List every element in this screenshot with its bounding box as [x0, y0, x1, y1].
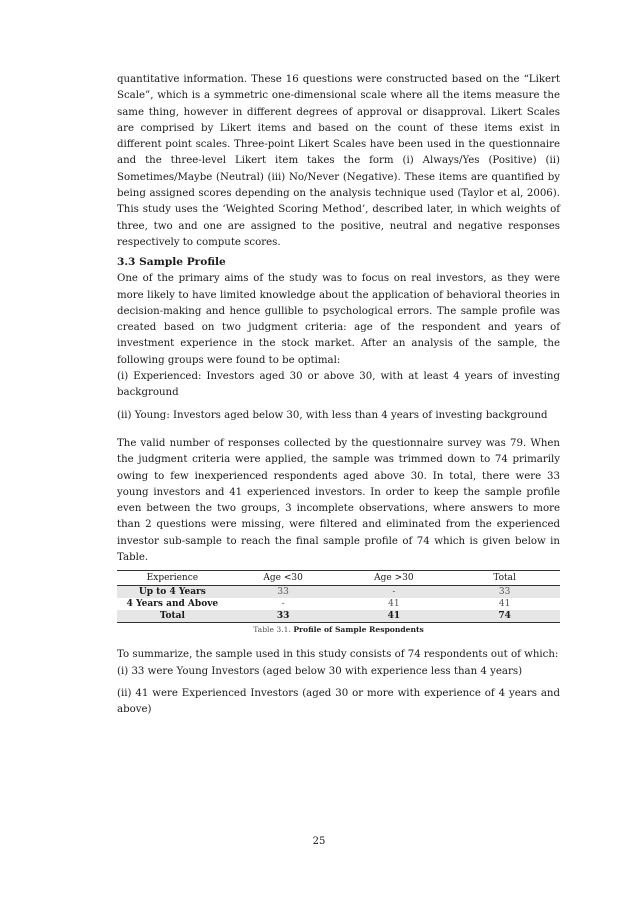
table-cell: Up to 4 Years — [117, 586, 228, 599]
table-cell: 41 — [388, 599, 400, 610]
table-cell: - — [339, 586, 450, 599]
paragraph-experienced-group: (i) Experienced: Investors aged 30 or above 30, with at least 4 years of investing background — [117, 371, 560, 399]
table-cell: 33 — [449, 586, 560, 599]
table-row-total — [117, 610, 560, 623]
paragraph-primary-aims: One of the primary aims of the study was to focus on real investors, as they were more likely to have limited knowledge about the application of behavioral theories in decision-making and hence gullible to psychological errors. The sample profile was created based on two judgment criteria: age of the respondent and years of investment experience in the stock market. After an analysis of the sample, the following groups were found to be optimal: — [117, 273, 560, 366]
table-header-cell: Experience — [146, 573, 199, 584]
table-header-row — [117, 571, 560, 586]
table-cell: 33 — [228, 610, 339, 623]
table-caption-number: Table 3.1. — [253, 625, 291, 635]
table-row — [117, 598, 560, 610]
table-header-cell: Age <30 — [263, 573, 303, 584]
paragraph-experienced-count: (ii) 41 were Experienced Investors (aged 30 or more with experience of 4 years and above) — [117, 687, 560, 716]
paragraph-young-count: (i) 33 were Young Investors (aged below 30 with experience less than 4 years) — [117, 665, 523, 677]
page-body — [117, 72, 560, 719]
paragraph-valid-responses: The valid number of responses collected by the questionnaire survey was 79. When the judgment criteria were applied, the sample was trimmed down to 74 primarily owing to few inexperienced respondents aged above 30. In total, there were 33 young investors and 41 experienced investors. In order to keep the sample profile even between the two groups, 3 incomplete observations, where answers to more than 2 questions were missing, were filtered and eliminated from the experienced investor sub-sample to reach the final sample profile of 74 which is given below in Table. — [117, 437, 560, 564]
table-cell: - — [281, 599, 285, 610]
table-cell: 41 — [339, 610, 450, 623]
paragraph-likert-scale: quantitative information. These 16 questions were constructed based on the “Likert Scale”, which is a symmetric one-dimensional scale where all the items measure the same thing, however in different degrees of approval or disapproval. Likert Scales are comprised by Likert items and based on the count of these items exist in different point scales. Three-point Likert Scales have been used in the questionnaire and the three-level Likert item takes the form (i) Always/Yes (Positive) (ii) Sometimes/Maybe (Neutral) (iii) No/Never (Negative). These items are quantified by being assigned scores depending on the analysis technique used (Taylor et al, 2006). This study uses the ‘Weighted Scoring Method’, described later, in which weights of three, two and one are assigned to the positive, neutral and negative responses respectively to compute scores. — [117, 74, 560, 248]
table-cell: 74 — [449, 610, 560, 623]
table-cell: 33 — [228, 586, 339, 599]
table-cell: 41 — [498, 599, 511, 610]
table-cell: 4 Years and Above — [126, 599, 219, 610]
table-caption — [117, 624, 560, 635]
section-heading-sample-profile: 3.3 Sample Profile — [117, 256, 226, 269]
table-cell: Total — [117, 610, 228, 623]
paragraph-young-group: (ii) Young: Investors aged below 30, with less than 4 years of investing background — [117, 409, 548, 421]
page-number: 25 — [312, 836, 326, 847]
paragraph-summary: To summarize, the sample used in this study consists of 74 respondents out of which: — [117, 649, 559, 661]
table-header-cell: Total — [493, 573, 516, 584]
table-row — [117, 586, 560, 599]
table-header-cell: Age >30 — [374, 573, 414, 584]
sample-profile-table — [117, 570, 560, 623]
table-caption-text: Profile of Sample Respondents — [293, 625, 424, 635]
